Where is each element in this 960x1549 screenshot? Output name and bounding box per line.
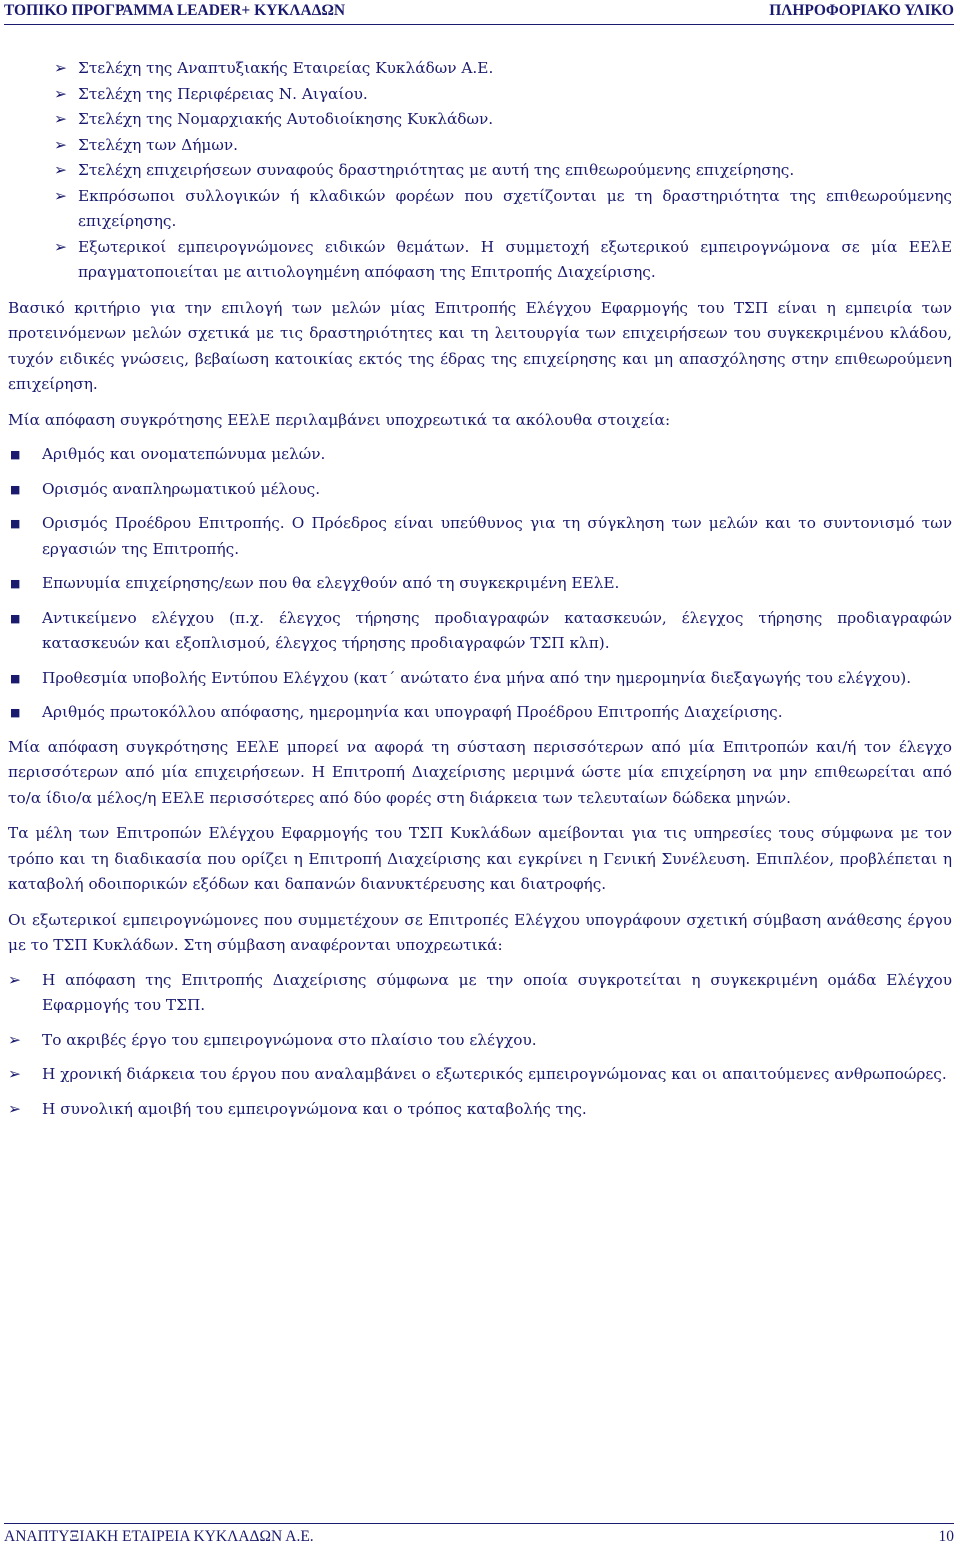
square-bullet-icon: ■ — [10, 577, 21, 590]
list-item: ■ Προθεσμία υποβολής Εντύπου Ελέγχου (κατ΄ ανώτατο ένα μήνα από την ημερομηνία διεξαγωγής του ελέγχου). — [8, 666, 952, 692]
arrow-bullet-icon: ➢ — [54, 186, 67, 205]
arrow-bullet-icon: ➢ — [54, 135, 67, 154]
document-body — [8, 56, 952, 1122]
arrow-bullet-icon: ➢ — [54, 161, 67, 179]
list-item: ➢ Η χρονική διάρκεια του έργου που αναλαμβάνει ο εξωτερικός εμπειρογνώμονας και οι απαιτούμενες ανθρωποώρες. — [8, 1062, 952, 1088]
square-bullet-icon: ■ — [10, 671, 21, 685]
square-bullet-icon: ■ — [10, 448, 21, 461]
decision-elements-list — [8, 442, 952, 726]
arrow-bullet-icon: ➢ — [54, 59, 67, 77]
list-item: ➢ Στελέχη της Αναπτυξιακής Εταιρείας Κυκλάδων Α.Ε. — [8, 56, 952, 82]
arrow-bullet-icon: ➢ — [8, 1065, 21, 1083]
page-footer — [4, 1523, 954, 1546]
list-item: ■ Ορισμός Προέδρου Επιτροπής. Ο Πρόεδρος είναι υπεύθυνος για τη σύγκληση των μελών και το συντονισμό των εργασιών της Επιτροπής. — [8, 511, 952, 562]
square-bullet-icon: ■ — [10, 482, 21, 496]
arrow-bullet-icon: ➢ — [54, 237, 67, 256]
contract-terms-list — [8, 968, 952, 1123]
square-bullet-icon: ■ — [10, 706, 21, 719]
members-list — [8, 56, 952, 286]
list-item: ■ Επωνυμία επιχείρησης/εων που θα ελεγχθούν από τη συγκεκριμένη ΕΕλΕ. — [8, 571, 952, 597]
square-bullet-icon: ■ — [10, 611, 21, 625]
page-header — [4, 2, 954, 25]
list-item: ➢ Το ακριβές έργο του εμπειρογνώμονα στο πλαίσιο του ελέγχου. — [8, 1028, 952, 1054]
list-item: ➢ Στελέχη των Δήμων. — [8, 133, 952, 159]
list-item: ■ Αριθμός και ονοματεπώνυμα μελών. — [8, 442, 952, 468]
paragraph-external-experts: Οι εξωτερικοί εμπειρογνώμονες που συμμετέχουν σε Επιτροπές Ελέγχου υπογράφουν σχετική σύμβαση ανάθεσης έργου με το ΤΣΠ Κυκλάδων. Στη σύμβαση αναφέρονται υποχρεωτικά: — [8, 910, 952, 954]
list-item: ■ Αριθμός πρωτοκόλλου απόφασης, ημερομηνία και υπογραφή Προέδρου Επιτροπής Διαχείρισης. — [8, 700, 952, 726]
list-item: ➢ Εκπρόσωποι συλλογικών ή κλαδικών φορέων που σχετίζονται με τη δραστηριότητα της επιθεωρούμενης επιχείρησης. — [8, 184, 952, 235]
paragraph-decision-contents: Μία απόφαση συγκρότησης ΕΕλΕ περιλαμβάνει υποχρεωτικά τα ακόλουθα στοιχεία: — [8, 410, 671, 429]
list-item: ■ Αντικείμενο ελέγχου (π.χ. έλεγχος τήρησης προδιαγραφών κατασκευών, έλεγχος τήρησης προδιαγραφών κατασκευών και εξοπλισμού, έλεγχος τήρησης προδιαγραφών ΤΣΠ κλπ). — [8, 606, 952, 657]
list-item: ➢ Στελέχη επιχειρήσεων συναφούς δραστηριότητας με αυτή της επιθεωρούμενης επιχείρησης. — [8, 158, 952, 184]
list-item: ➢ Στελέχη της Περιφέρειας Ν. Αιγαίου. — [8, 82, 952, 108]
list-item: ➢ Εξωτερικοί εμπειρογνώμονες ειδικών θεμάτων. Η συμμετοχή εξωτερικού εμπειρογνώμονα σε μία ΕΕλΕ πραγματοποιείται με αιτιολογημένη απόφαση της Επιτροπής Διαχείρισης. — [8, 235, 952, 286]
arrow-bullet-icon: ➢ — [8, 1030, 21, 1049]
square-bullet-icon: ■ — [10, 517, 21, 530]
footer-company-name: ΑΝΑΠΤΥΞΙΑΚΗ ΕΤΑΙΡΕΙΑ ΚΥΚΛΑΔΩΝ Α.Ε. — [4, 1528, 314, 1545]
paragraph-selection-criteria: Βασικό κριτήριο για την επιλογή των μελών μίας Επιτροπής Ελέγχου Εφαρμογής του ΤΣΠ είναι η εμπειρία των προτεινόμενων μελών σχετικά με τις δραστηριότητες και τη λειτουργία των επιχειρήσεων του συγκεκριμένου κλάδου, τυχόν ειδικές γνώσεις, βεβαίωση κατοικίας εκτός της έδρας της επιχείρησης και μη απασχόλησης στην επιθεωρούμενη επιχείρηση. — [8, 298, 952, 393]
paragraph-multiple-committees: Μία απόφαση συγκρότησης ΕΕλΕ μπορεί να αφορά τη σύσταση περισσότερων από μία Επιτροπών και/ή τον έλεγχο περισσότερων από μία επιχειρήσεων. Η Επιτροπή Διαχείρισης μεριμνά ώστε μία επιχείρηση να μην επιθεωρείται από το/α ίδιο/α μέλος/η ΕΕλΕ περισσότερες από δύο φορές στη διάρκεια των τελευταίων δώδεκα μηνών. — [8, 737, 952, 807]
page-number: 10 — [938, 1528, 954, 1545]
list-item: ➢ Η συνολική αμοιβή του εμπειρογνώμονα και ο τρόπος καταβολής της. — [8, 1097, 952, 1123]
arrow-bullet-icon: ➢ — [54, 110, 67, 128]
list-item: ■ Ορισμός αναπληρωματικού μέλους. — [8, 477, 952, 503]
header-program-title: ΤΟΠΙΚΟ ΠΡΟΓΡΑΜΜΑ LEADER+ ΚΥΚΛΑΔΩΝ — [4, 2, 346, 19]
arrow-bullet-icon: ➢ — [8, 1099, 21, 1118]
list-item: ➢ Στελέχη της Νομαρχιακής Αυτοδιοίκησης Κυκλάδων. — [8, 107, 952, 133]
header-section-title: ΠΛΗΡΟΦΟΡΙΑΚΟ ΥΛΙΚΟ — [769, 2, 954, 19]
arrow-bullet-icon: ➢ — [54, 84, 67, 103]
arrow-bullet-icon: ➢ — [8, 970, 21, 989]
paragraph-compensation: Τα μέλη των Επιτροπών Ελέγχου Εφαρμογής του ΤΣΠ Κυκλάδων αμείβονται για τις υπηρεσίες τους σύμφωνα με τον τρόπο και τη διαδικασία που ορίζει η Επιτροπή Διαχείρισης και εγκρίνει η Γενική Συνέλευση. Επιπλέον, προβλέπεται η καταβολή οδοιπορικών εξόδων και δαπανών διανυκτέρευσης και διατροφής. — [8, 824, 952, 893]
list-item: ➢ Η απόφαση της Επιτροπής Διαχείρισης σύμφωνα με την οποία συγκροτείται η συγκεκριμένη ομάδα Ελέγχου Εφαρμογής του ΤΣΠ. — [8, 968, 952, 1019]
